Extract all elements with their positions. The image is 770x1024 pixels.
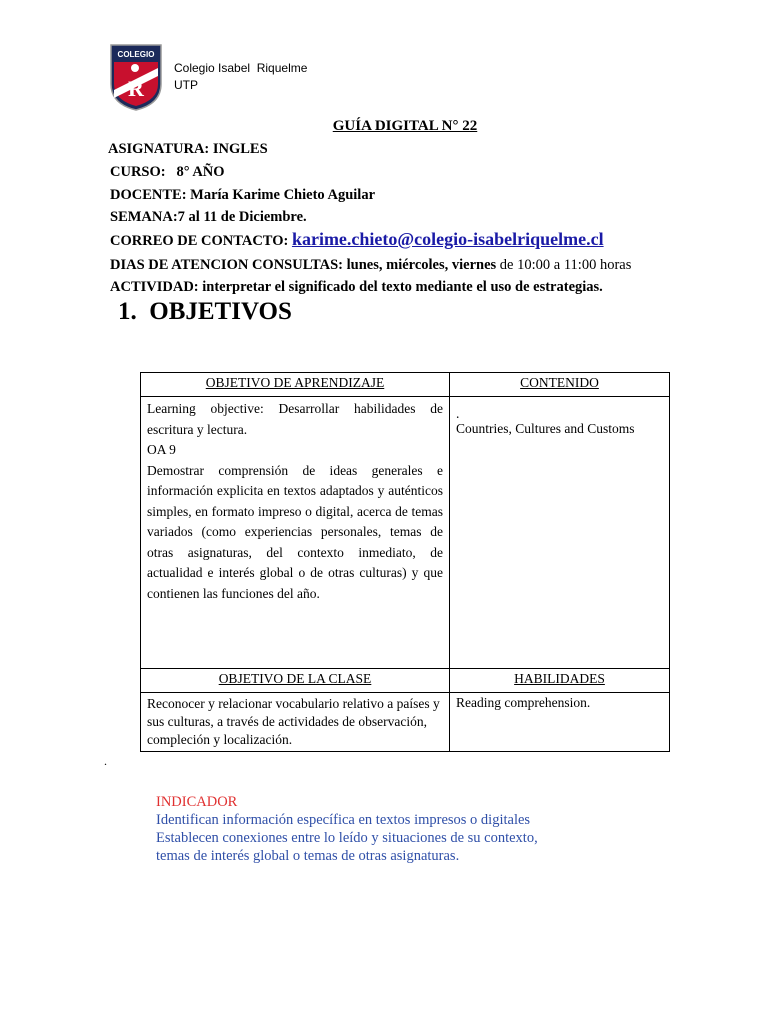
dias-label: DIAS DE ATENCION CONSULTAS: lunes, miércoles, viernes — [110, 257, 497, 273]
logo-letter: R — [128, 76, 144, 101]
stray-dot: . — [104, 754, 107, 768]
page-title: GUÍA DIGITAL N° 22 — [332, 118, 478, 134]
class-objective-text: Reconocer y relacionar vocabulario relativo a países y sus culturas, a través de actividades de observación, compleción y localización. — [141, 693, 450, 752]
objective-cell — [141, 397, 450, 669]
dias-line — [110, 257, 631, 274]
actividad: ACTIVIDAD: interpretar el significado del texto mediante el uso de estrategias. — [110, 279, 603, 295]
col-header-contenido: CONTENIDO — [450, 373, 670, 397]
class-objective-header: OBJETIVO DE LA CLASE — [141, 669, 450, 693]
semana: SEMANA:7 al 11 de Diciembre. — [110, 209, 307, 225]
skills-header: HABILIDADES — [450, 669, 670, 693]
indicador-line-1: Identifican información específica en textos impresos o digitales — [156, 812, 531, 828]
oa-code: OA 9 — [147, 442, 176, 457]
asignatura: ASIGNATURA: INGLES — [108, 141, 268, 157]
correo-line — [110, 229, 604, 250]
section-heading: 1. OBJETIVOS — [118, 298, 292, 325]
indicador-line-3: temas de interés global o temas de otras asignaturas. — [156, 848, 460, 864]
oa-description: Demostrar comprensión de ideas generales e información explicita en textos adaptados y auténticos simples, en formato impreso o digital, acerca de temas variados (como experiencias personales, temas de otras asignaturas, del contexto inmediato, de actualidad e interés global o de otras culturas) y que contienen las funciones del año. — [147, 462, 443, 601]
indicador-block — [156, 793, 538, 865]
content-dot: . — [456, 406, 460, 421]
content-text: Countries, Cultures and Customs — [456, 421, 635, 436]
docente: DOCENTE: María Karime Chieto Aguilar — [110, 187, 376, 203]
department: UTP — [174, 78, 198, 92]
indicador-line-2: Establecen conexiones entre lo leído y situaciones de su contexto, — [156, 830, 538, 846]
skills-text: Reading comprehension. — [450, 693, 670, 752]
col-header-objetivo: OBJETIVO DE APRENDIZAJE — [141, 373, 450, 397]
content-cell — [450, 397, 670, 669]
email-link[interactable]: karime.chieto@colegio-isabelriquelme.cl — [291, 229, 604, 249]
correo-label: CORREO DE CONTACTO: — [110, 233, 289, 249]
learning-objective: Learning objective: Desarrollar habilidades de escritura y lectura. — [147, 401, 443, 437]
logo-text: COLEGIO — [117, 50, 155, 59]
curso: CURSO: 8° AÑO — [110, 164, 225, 180]
objectives-table — [140, 372, 670, 752]
school-name: Colegio Isabel Riquelme — [174, 61, 308, 75]
school-header — [174, 60, 307, 94]
dias-hours: de 10:00 a 11:00 horas — [496, 257, 632, 273]
indicador-label: INDICADOR — [156, 794, 238, 810]
school-logo — [108, 42, 164, 112]
